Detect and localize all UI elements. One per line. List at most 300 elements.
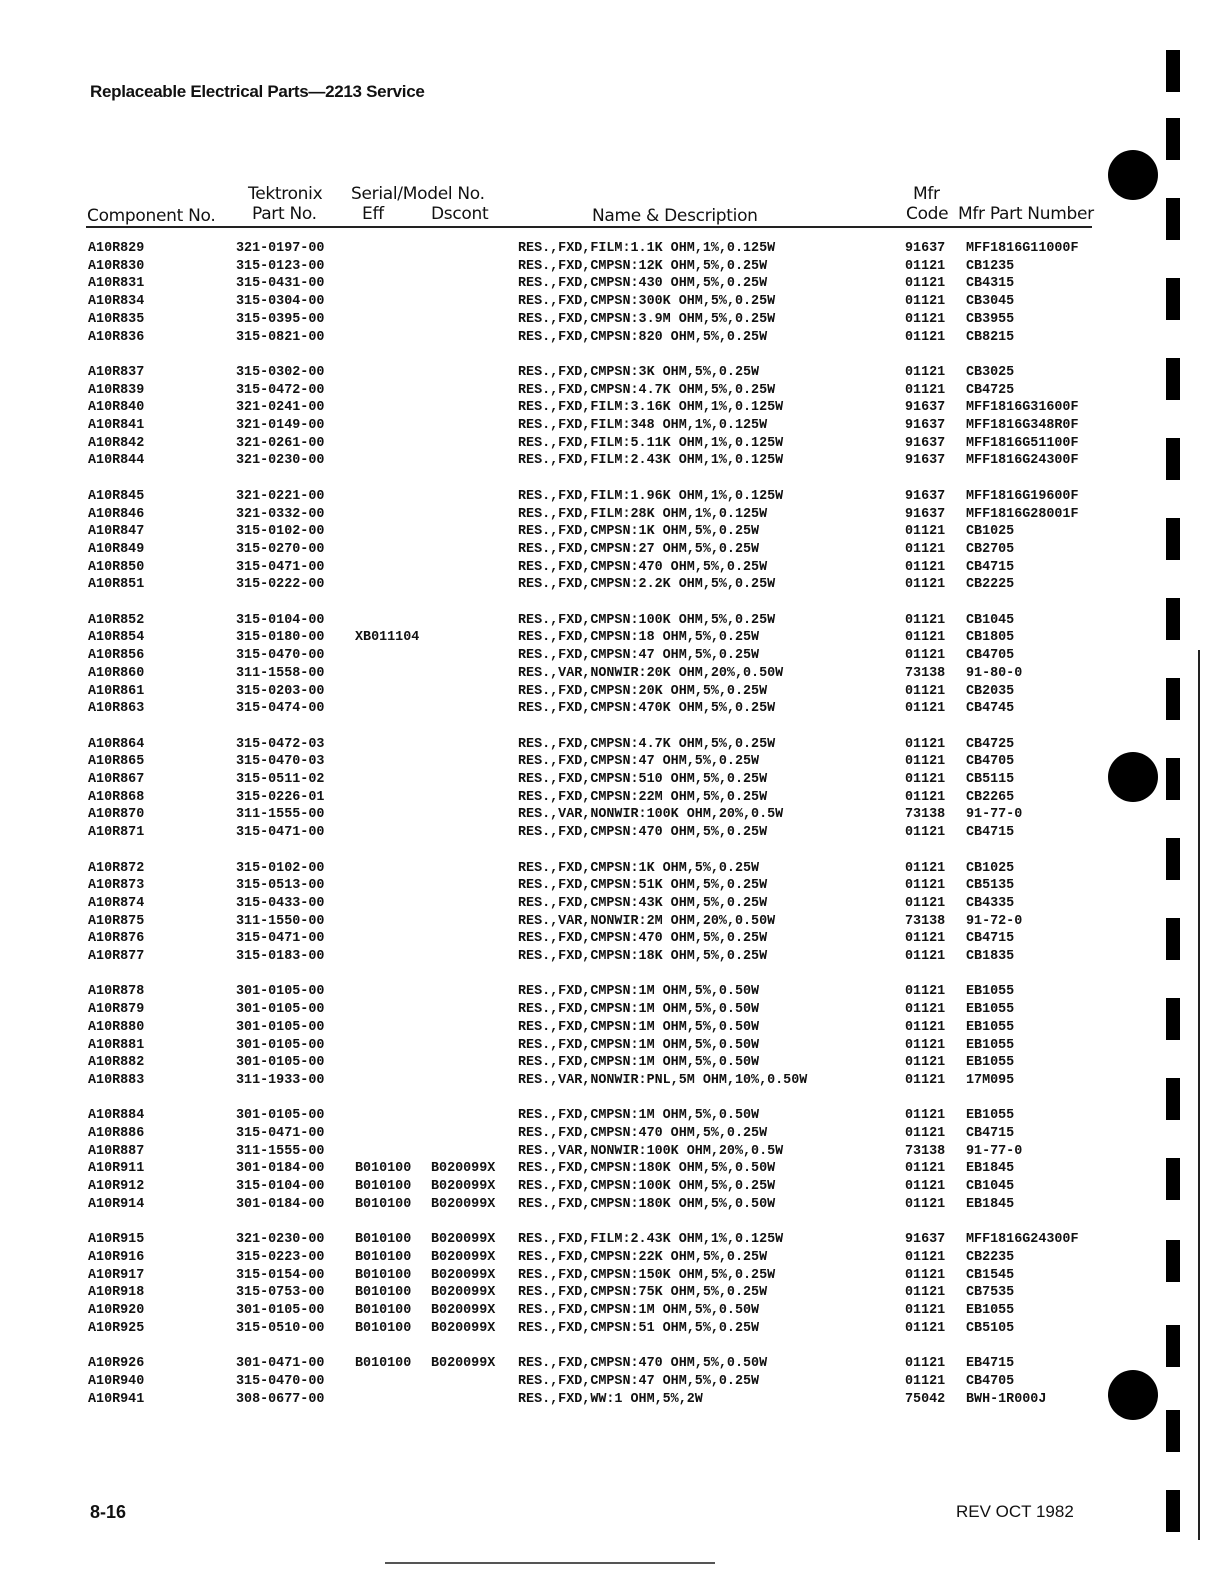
mfr-code-cell: 01121 <box>905 1249 946 1265</box>
part-no-cell: 301-0471-00 <box>236 1356 325 1372</box>
serial-eff-cell: XB011104 <box>355 630 420 646</box>
part-no-cell: 311-1555-00 <box>236 807 325 823</box>
mfr-code-cell: 01121 <box>905 382 946 398</box>
header-rule <box>86 226 1092 228</box>
mfr-part-number-cell: EB1055 <box>966 1303 1015 1318</box>
serial-dscont-cell: B020099X <box>431 1320 496 1336</box>
part-no-cell: 315-0472-03 <box>236 736 325 752</box>
part-no-cell: 321-0197-00 <box>236 241 325 256</box>
component-no-cell: A10R917 <box>88 1267 145 1283</box>
name-description-cell: RES.,FXD,CMPSN:470 OHM,5%,0.50W <box>518 1356 768 1372</box>
component-no-cell: A10R864 <box>88 736 145 752</box>
name-description-cell: RES.,FXD,CMPSN:1K OHM,5%,0.25W <box>518 860 760 876</box>
part-no-cell: 315-0510-00 <box>236 1320 325 1336</box>
mfr-part-number-cell: EB4715 <box>966 1356 1015 1372</box>
component-no-cell: A10R841 <box>88 418 145 433</box>
mfr-code-cell: 01121 <box>905 577 946 593</box>
table-row <box>0 417 1100 435</box>
name-description-cell: RES.,FXD,FILM:2.43K OHM,1%,0.125W <box>518 453 784 469</box>
name-description-cell: RES.,FXD,WW:1 OHM,5%,2W <box>518 1391 703 1407</box>
name-description-cell: RES.,FXD,CMPSN:510 OHM,5%,0.25W <box>518 772 768 787</box>
component-no-cell: A10R849 <box>88 541 145 557</box>
serial-eff-cell: B010100 <box>355 1232 412 1248</box>
part-no-cell: 301-0105-00 <box>236 1002 325 1018</box>
mfr-part-number-cell: CB4705 <box>966 648 1015 664</box>
table-row <box>0 1001 1100 1019</box>
mfr-code-cell: 91637 <box>905 418 946 433</box>
mfr-code-cell: 01121 <box>905 949 946 964</box>
serial-eff-cell: B010100 <box>355 1356 412 1372</box>
binding-mark <box>1166 758 1180 800</box>
table-row <box>0 771 1100 789</box>
table-row <box>0 523 1100 541</box>
part-no-cell: 315-0102-00 <box>236 524 325 540</box>
part-no-cell: 315-0203-00 <box>236 683 325 699</box>
part-no-cell: 315-0470-00 <box>236 648 325 664</box>
name-description-cell: RES.,FXD,CMPSN:470 OHM,5%,0.25W <box>518 825 768 841</box>
table-row <box>0 293 1100 311</box>
name-description-cell: RES.,FXD,FILM:5.11K OHM,1%,0.125W <box>518 435 784 451</box>
table-row <box>0 612 1100 630</box>
component-no-cell: A10R863 <box>88 701 145 717</box>
part-no-cell: 315-0123-00 <box>236 258 325 274</box>
component-no-cell: A10R871 <box>88 825 145 841</box>
table-row <box>0 700 1100 718</box>
part-no-cell: 321-0332-00 <box>236 506 325 522</box>
name-description-cell: RES.,FXD,CMPSN:18 OHM,5%,0.25W <box>518 630 760 646</box>
name-description-cell: RES.,FXD,CMPSN:4.7K OHM,5%,0.25W <box>518 382 776 398</box>
component-no-cell: A10R883 <box>88 1072 145 1088</box>
serial-dscont-cell: B020099X <box>431 1249 496 1265</box>
name-description-cell: RES.,FXD,CMPSN:51K OHM,5%,0.25W <box>518 878 768 894</box>
table-row <box>0 736 1100 754</box>
table-row <box>0 895 1100 913</box>
name-description-cell: RES.,FXD,CMPSN:1K OHM,5%,0.25W <box>518 524 760 540</box>
mfr-part-number-cell: 91-72-0 <box>966 913 1023 929</box>
name-description-cell: RES.,FXD,CMPSN:27 OHM,5%,0.25W <box>518 541 760 557</box>
table-row <box>0 1125 1100 1143</box>
mfr-code-cell: 01121 <box>905 364 946 380</box>
part-no-cell: 315-0180-00 <box>236 630 325 646</box>
component-no-cell: A10R837 <box>88 364 145 380</box>
serial-dscont-cell: B020099X <box>431 1232 496 1248</box>
table-row <box>0 983 1100 1001</box>
binding-mark <box>1166 1325 1180 1367</box>
mfr-part-number-cell: CB4715 <box>966 825 1015 841</box>
component-no-cell: A10R834 <box>88 294 145 310</box>
mfr-part-number-cell: CB2225 <box>966 577 1015 593</box>
table-row <box>0 1196 1100 1214</box>
table-row <box>0 311 1100 329</box>
header-code: Code <box>906 204 949 224</box>
part-no-cell: 301-0105-00 <box>236 1303 325 1318</box>
mfr-code-cell: 01121 <box>905 612 946 628</box>
mfr-code-cell: 91637 <box>905 506 946 522</box>
serial-dscont-cell: B020099X <box>431 1356 496 1372</box>
binder-hole <box>1108 150 1158 200</box>
part-no-cell: 311-1555-00 <box>236 1143 325 1159</box>
name-description-cell: RES.,FXD,CMPSN:470 OHM,5%,0.25W <box>518 931 768 947</box>
mfr-part-number-cell: MFF1816G24300F <box>966 1232 1079 1248</box>
part-no-cell: 315-0470-00 <box>236 1373 325 1389</box>
name-description-cell: RES.,FXD,CMPSN:470K OHM,5%,0.25W <box>518 701 776 717</box>
part-no-cell: 315-0472-00 <box>236 382 325 398</box>
part-no-cell: 301-0105-00 <box>236 1108 325 1124</box>
serial-dscont-cell: B020099X <box>431 1267 496 1283</box>
name-description-cell: RES.,FXD,CMPSN:300K OHM,5%,0.25W <box>518 294 776 310</box>
table-row <box>0 1391 1100 1409</box>
part-no-cell: 315-0222-00 <box>236 577 325 593</box>
component-no-cell: A10R846 <box>88 506 145 522</box>
table-row <box>0 1178 1100 1196</box>
part-no-cell: 301-0105-00 <box>236 984 325 1000</box>
mfr-part-number-cell: CB4705 <box>966 754 1015 770</box>
name-description-cell: RES.,VAR,NONWIR:100K OHM,20%,0.5W <box>518 1143 784 1159</box>
binding-mark <box>1166 278 1180 320</box>
component-no-cell: A10R916 <box>88 1249 145 1265</box>
name-description-cell: RES.,FXD,CMPSN:20K OHM,5%,0.25W <box>518 683 768 699</box>
table-row <box>0 629 1100 647</box>
component-no-cell: A10R860 <box>88 665 145 681</box>
part-no-cell: 315-0226-01 <box>236 789 325 805</box>
mfr-part-number-cell: MFF1816G11000F <box>966 241 1079 256</box>
mfr-code-cell: 01121 <box>905 1161 946 1177</box>
mfr-part-number-cell: CB8215 <box>966 329 1015 345</box>
mfr-code-cell: 01121 <box>905 1002 946 1018</box>
component-no-cell: A10R912 <box>88 1179 145 1195</box>
part-no-cell: 315-0513-00 <box>236 878 325 894</box>
component-no-cell: A10R880 <box>88 1019 145 1035</box>
mfr-code-cell: 01121 <box>905 524 946 540</box>
mfr-part-number-cell: CB4745 <box>966 701 1015 717</box>
table-row <box>0 1107 1100 1125</box>
component-no-cell: A10R840 <box>88 400 145 416</box>
header-serial-model: Serial/Model No. <box>351 184 485 204</box>
table-row <box>0 258 1100 276</box>
mfr-part-number-cell: 91-80-0 <box>966 665 1023 681</box>
mfr-code-cell: 01121 <box>905 683 946 699</box>
table-row <box>0 753 1100 771</box>
name-description-cell: RES.,FXD,CMPSN:430 OHM,5%,0.25W <box>518 276 768 292</box>
mfr-code-cell: 01121 <box>905 754 946 770</box>
table-row <box>0 452 1100 470</box>
component-no-cell: A10R877 <box>88 949 145 964</box>
serial-dscont-cell: B020099X <box>431 1161 496 1177</box>
part-no-cell: 301-0184-00 <box>236 1161 325 1177</box>
component-no-cell: A10R854 <box>88 630 145 646</box>
mfr-code-cell: 01121 <box>905 895 946 911</box>
name-description-cell: RES.,FXD,CMPSN:18K OHM,5%,0.25W <box>518 949 768 964</box>
name-description-cell: RES.,FXD,CMPSN:43K OHM,5%,0.25W <box>518 895 768 911</box>
serial-dscont-cell: B020099X <box>431 1303 496 1318</box>
mfr-code-cell: 01121 <box>905 789 946 805</box>
part-no-cell: 321-0149-00 <box>236 418 325 433</box>
mfr-code-cell: 91637 <box>905 453 946 469</box>
component-no-cell: A10R915 <box>88 1232 145 1248</box>
name-description-cell: RES.,FXD,FILM:348 OHM,1%,0.125W <box>518 418 768 433</box>
binding-mark <box>1166 838 1180 880</box>
mfr-code-cell: 01121 <box>905 1320 946 1336</box>
name-description-cell: RES.,FXD,CMPSN:1M OHM,5%,0.50W <box>518 1055 760 1071</box>
mfr-code-cell: 01121 <box>905 878 946 894</box>
binding-mark <box>1166 1410 1180 1452</box>
name-description-cell: RES.,FXD,FILM:28K OHM,1%,0.125W <box>518 506 768 522</box>
name-description-cell: RES.,FXD,CMPSN:3K OHM,5%,0.25W <box>518 364 760 380</box>
binding-mark <box>1166 358 1180 400</box>
component-no-cell: A10R852 <box>88 612 145 628</box>
binding-mark <box>1166 598 1180 640</box>
part-no-cell: 315-0474-00 <box>236 701 325 717</box>
name-description-cell: RES.,FXD,CMPSN:820 OHM,5%,0.25W <box>518 329 768 345</box>
name-description-cell: RES.,FXD,CMPSN:51 OHM,5%,0.25W <box>518 1320 760 1336</box>
mfr-code-cell: 01121 <box>905 311 946 327</box>
part-no-cell: 315-0270-00 <box>236 541 325 557</box>
component-no-cell: A10R870 <box>88 807 145 823</box>
mfr-part-number-cell: EB1055 <box>966 1002 1015 1018</box>
mfr-code-cell: 01121 <box>905 1303 946 1318</box>
binder-hole <box>1108 752 1158 802</box>
component-no-cell: A10R867 <box>88 772 145 787</box>
mfr-code-cell: 01121 <box>905 559 946 575</box>
name-description-cell: RES.,FXD,CMPSN:100K OHM,5%,0.25W <box>518 612 776 628</box>
table-row <box>0 506 1100 524</box>
serial-eff-cell: B010100 <box>355 1303 412 1318</box>
table-row <box>0 913 1100 931</box>
table-row <box>0 1249 1100 1267</box>
mfr-code-cell: 01121 <box>905 1108 946 1124</box>
part-no-cell: 315-0431-00 <box>236 276 325 292</box>
component-no-cell: A10R918 <box>88 1285 145 1301</box>
part-no-cell: 315-0302-00 <box>236 364 325 380</box>
part-no-cell: 315-0471-00 <box>236 931 325 947</box>
table-row <box>0 1231 1100 1249</box>
mfr-part-number-cell: EB1055 <box>966 1055 1015 1071</box>
mfr-code-cell: 01121 <box>905 701 946 717</box>
part-no-cell: 315-0433-00 <box>236 895 325 911</box>
mfr-code-cell: 01121 <box>905 276 946 292</box>
header-dscont: Dscont <box>431 204 489 224</box>
mfr-code-cell: 01121 <box>905 1196 946 1212</box>
table-row <box>0 382 1100 400</box>
header-name-description: Name & Description <box>592 206 758 226</box>
binding-mark <box>1166 1240 1180 1282</box>
binding-mark <box>1166 118 1180 160</box>
part-no-cell: 315-0511-02 <box>236 772 325 787</box>
mfr-part-number-cell: CB1805 <box>966 630 1015 646</box>
component-no-cell: A10R851 <box>88 577 145 593</box>
component-no-cell: A10R861 <box>88 683 145 699</box>
name-description-cell: RES.,FXD,CMPSN:470 OHM,5%,0.25W <box>518 559 768 575</box>
table-row <box>0 1019 1100 1037</box>
name-description-cell: RES.,FXD,CMPSN:47 OHM,5%,0.25W <box>518 754 760 770</box>
part-no-cell: 315-0470-03 <box>236 754 325 770</box>
part-no-cell: 315-0471-00 <box>236 825 325 841</box>
component-no-cell: A10R882 <box>88 1055 145 1071</box>
table-row <box>0 877 1100 895</box>
mfr-part-number-cell: MFF1816G28001F <box>966 506 1079 522</box>
mfr-part-number-cell: EB1845 <box>966 1196 1015 1212</box>
part-no-cell: 301-0105-00 <box>236 1055 325 1071</box>
serial-eff-cell: B010100 <box>355 1267 412 1283</box>
part-no-cell: 315-0821-00 <box>236 329 325 345</box>
page-number: 8-16 <box>90 1502 127 1522</box>
table-row <box>0 789 1100 807</box>
part-no-cell: 315-0471-00 <box>236 1126 325 1141</box>
table-row <box>0 1284 1100 1302</box>
bottom-line <box>385 1562 715 1564</box>
mfr-code-cell: 91637 <box>905 1232 946 1248</box>
mfr-part-number-cell: CB5115 <box>966 772 1015 787</box>
mfr-part-number-cell: CB2235 <box>966 1249 1015 1265</box>
name-description-cell: RES.,FXD,CMPSN:1M OHM,5%,0.50W <box>518 1019 760 1035</box>
component-no-cell: A10R831 <box>88 276 145 292</box>
part-no-cell: 301-0105-00 <box>236 1019 325 1035</box>
component-no-cell: A10R856 <box>88 648 145 664</box>
part-no-cell: 315-0395-00 <box>236 311 325 327</box>
serial-dscont-cell: B020099X <box>431 1285 496 1301</box>
name-description-cell: RES.,FXD,CMPSN:3.9M OHM,5%,0.25W <box>518 311 776 327</box>
part-no-cell: 315-0183-00 <box>236 949 325 964</box>
component-no-cell: A10R836 <box>88 329 145 345</box>
table-row <box>0 329 1100 347</box>
name-description-cell: RES.,FXD,CMPSN:22K OHM,5%,0.25W <box>518 1249 768 1265</box>
binding-mark <box>1166 50 1180 92</box>
part-no-cell: 315-0104-00 <box>236 612 325 628</box>
name-description-cell: RES.,FXD,CMPSN:22M OHM,5%,0.25W <box>518 789 768 805</box>
mfr-code-cell: 01121 <box>905 1267 946 1283</box>
name-description-cell: RES.,FXD,CMPSN:12K OHM,5%,0.25W <box>518 258 768 274</box>
name-description-cell: RES.,VAR,NONWIR:100K OHM,20%,0.5W <box>518 807 784 823</box>
table-row <box>0 576 1100 594</box>
part-no-cell: 315-0753-00 <box>236 1285 325 1301</box>
mfr-part-number-cell: CB3955 <box>966 311 1015 327</box>
header-eff: Eff <box>362 204 384 224</box>
table-row <box>0 1355 1100 1373</box>
mfr-part-number-cell: MFF1816G19600F <box>966 488 1079 504</box>
mfr-code-cell: 01121 <box>905 1179 946 1195</box>
revision-date: REV OCT 1982 <box>956 1502 1074 1521</box>
mfr-code-cell: 73138 <box>905 665 946 681</box>
component-no-cell: A10R940 <box>88 1373 145 1389</box>
part-no-cell: 311-1550-00 <box>236 913 325 929</box>
mfr-code-cell: 01121 <box>905 1373 946 1389</box>
mfr-part-number-cell: CB4715 <box>966 559 1015 575</box>
serial-eff-cell: B010100 <box>355 1249 412 1265</box>
table-row <box>0 1302 1100 1320</box>
table-row <box>0 275 1100 293</box>
mfr-part-number-cell: CB3045 <box>966 294 1015 310</box>
name-description-cell: RES.,FXD,CMPSN:1M OHM,5%,0.50W <box>518 1108 760 1124</box>
component-no-cell: A10R847 <box>88 524 145 540</box>
binding-mark <box>1166 1158 1180 1200</box>
mfr-code-cell: 73138 <box>905 807 946 823</box>
mfr-part-number-cell: CB4725 <box>966 382 1015 398</box>
component-no-cell: A10R876 <box>88 931 145 947</box>
part-no-cell: 308-0677-00 <box>236 1391 325 1407</box>
mfr-code-cell: 01121 <box>905 984 946 1000</box>
table-row <box>0 860 1100 878</box>
component-no-cell: A10R873 <box>88 878 145 894</box>
name-description-cell: RES.,FXD,FILM:1.1K OHM,1%,0.125W <box>518 241 776 256</box>
part-no-cell: 311-1933-00 <box>236 1072 325 1088</box>
part-no-cell: 315-0223-00 <box>236 1249 325 1265</box>
name-description-cell: RES.,FXD,FILM:3.16K OHM,1%,0.125W <box>518 400 784 416</box>
part-no-cell: 321-0241-00 <box>236 400 325 416</box>
mfr-part-number-cell: 17M095 <box>966 1072 1015 1088</box>
mfr-part-number-cell: CB2035 <box>966 683 1015 699</box>
part-no-cell: 301-0184-00 <box>236 1196 325 1212</box>
name-description-cell: RES.,FXD,CMPSN:1M OHM,5%,0.50W <box>518 1037 760 1053</box>
name-description-cell: RES.,FXD,CMPSN:75K OHM,5%,0.25W <box>518 1285 768 1301</box>
mfr-part-number-cell: CB2705 <box>966 541 1015 557</box>
table-row <box>0 435 1100 453</box>
name-description-cell: RES.,FXD,CMPSN:180K OHM,5%,0.50W <box>518 1196 776 1212</box>
mfr-part-number-cell: CB5105 <box>966 1320 1015 1336</box>
table-row <box>0 1320 1100 1338</box>
part-no-cell: 311-1558-00 <box>236 665 325 681</box>
binding-mark <box>1166 518 1180 560</box>
mfr-part-number-cell: CB2265 <box>966 789 1015 805</box>
table-row <box>0 665 1100 683</box>
name-description-cell: RES.,FXD,CMPSN:100K OHM,5%,0.25W <box>518 1179 776 1195</box>
mfr-part-number-cell: CB5135 <box>966 878 1015 894</box>
mfr-code-cell: 01121 <box>905 329 946 345</box>
component-no-cell: A10R875 <box>88 913 145 929</box>
component-no-cell: A10R829 <box>88 241 145 256</box>
mfr-part-number-cell: CB4705 <box>966 1373 1015 1389</box>
part-no-cell: 315-0102-00 <box>236 860 325 876</box>
component-no-cell: A10R878 <box>88 984 145 1000</box>
component-no-cell: A10R842 <box>88 435 145 451</box>
mfr-code-cell: 01121 <box>905 258 946 274</box>
table-row <box>0 948 1100 966</box>
mfr-code-cell: 01121 <box>905 1037 946 1053</box>
component-no-cell: A10R911 <box>88 1161 145 1177</box>
mfr-code-cell: 01121 <box>905 1072 946 1088</box>
header-tektronix: Tektronix <box>248 184 323 204</box>
component-no-cell: A10R914 <box>88 1196 145 1212</box>
table-row <box>0 399 1100 417</box>
table-row <box>0 364 1100 382</box>
binding-mark <box>1166 1490 1180 1532</box>
component-no-cell: A10R926 <box>88 1356 145 1372</box>
mfr-part-number-cell: CB4335 <box>966 895 1015 911</box>
table-row <box>0 1373 1100 1391</box>
component-no-cell: A10R879 <box>88 1002 145 1018</box>
component-no-cell: A10R881 <box>88 1037 145 1053</box>
component-no-cell: A10R886 <box>88 1126 145 1141</box>
name-description-cell: RES.,FXD,CMPSN:180K OHM,5%,0.50W <box>518 1161 776 1177</box>
table-row <box>0 806 1100 824</box>
component-no-cell: A10R830 <box>88 258 145 274</box>
name-description-cell: RES.,FXD,FILM:2.43K OHM,1%,0.125W <box>518 1232 784 1248</box>
table-row <box>0 647 1100 665</box>
table-row <box>0 930 1100 948</box>
page-title: Replaceable Electrical Parts—2213 Service <box>90 82 425 101</box>
mfr-part-number-cell: CB1025 <box>966 524 1015 540</box>
mfr-part-number-cell: EB1055 <box>966 1019 1015 1035</box>
serial-eff-cell: B010100 <box>355 1179 412 1195</box>
component-no-cell: A10R887 <box>88 1143 145 1159</box>
mfr-code-cell: 01121 <box>905 772 946 787</box>
mfr-part-number-cell: CB7535 <box>966 1285 1015 1301</box>
mfr-code-cell: 01121 <box>905 648 946 664</box>
table-row <box>0 1143 1100 1161</box>
name-description-cell: RES.,FXD,CMPSN:47 OHM,5%,0.25W <box>518 648 760 664</box>
binding-mark <box>1166 438 1180 480</box>
component-no-cell: A10R884 <box>88 1108 145 1124</box>
binder-hole <box>1108 1370 1158 1420</box>
